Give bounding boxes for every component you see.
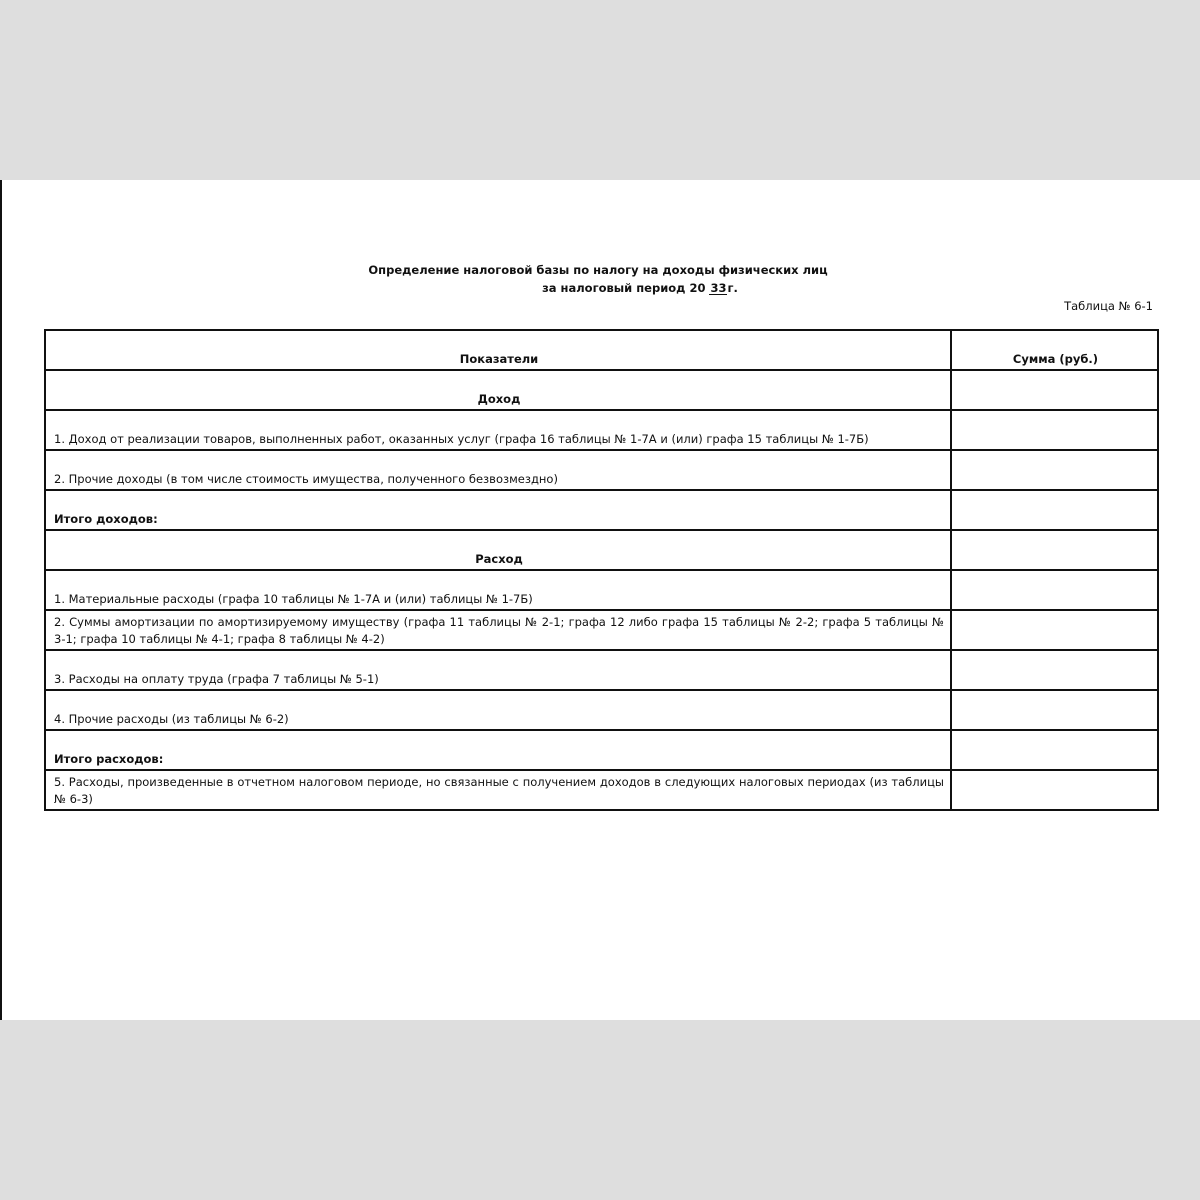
section-label-expense: Расход (45, 530, 951, 570)
document-subtitle (40, 281, 1200, 295)
total-expense-label: Итого расходов: (45, 730, 951, 770)
indicator-cell: 3. Расходы на оплату труда (графа 7 таблицы № 5-1) (45, 650, 951, 690)
table-number: Таблица № 6-1 (1064, 299, 1153, 313)
amount-cell[interactable] (951, 690, 1158, 730)
header-indicators: Показатели (45, 330, 951, 370)
indicator-cell: 5. Расходы, произведенные в отчетном налоговом периоде, но связанные с получением доходов в следующих налоговых периодах (из таблицы № 6-3) (45, 770, 951, 810)
amount-cell[interactable] (951, 570, 1158, 610)
amount-cell[interactable] (951, 610, 1158, 650)
table-row (45, 570, 1158, 610)
table-row (45, 610, 1158, 650)
amount-cell[interactable] (951, 410, 1158, 450)
table-row (45, 770, 1158, 810)
period-year: 33 (710, 281, 727, 295)
amount-cell[interactable] (951, 450, 1158, 490)
amount-cell[interactable] (951, 530, 1158, 570)
amount-cell[interactable] (951, 370, 1158, 410)
period-year-unit: г. (727, 281, 738, 295)
total-income-label: Итого доходов: (45, 490, 951, 530)
amount-cell[interactable] (951, 490, 1158, 530)
header-amount: Сумма (руб.) (951, 330, 1158, 370)
table-row (45, 730, 1158, 770)
table-row (45, 370, 1158, 410)
period-label: за налоговый период 20 (542, 281, 706, 295)
table-row (45, 690, 1158, 730)
table-row (45, 490, 1158, 530)
indicator-cell: 1. Доход от реализации товаров, выполненных работ, оказанных услуг (графа 16 таблицы № 1-7А и (или) графа 15 таблицы № 1-7Б) (45, 410, 951, 450)
section-label-income: Доход (45, 370, 951, 410)
document-page (0, 180, 1200, 1020)
amount-cell[interactable] (951, 650, 1158, 690)
indicator-cell: 2. Прочие доходы (в том числе стоимость имущества, полученного безвозмездно) (45, 450, 951, 490)
table-row (45, 650, 1158, 690)
table-row (45, 450, 1158, 490)
amount-cell[interactable] (951, 770, 1158, 810)
table-row (45, 410, 1158, 450)
table-row (45, 530, 1158, 570)
document-title: Определение налоговой базы по налогу на доходы физических лиц (368, 263, 828, 277)
table-header-row (45, 330, 1158, 370)
indicator-cell: 4. Прочие расходы (из таблицы № 6-2) (45, 690, 951, 730)
indicator-cell: 1. Материальные расходы (графа 10 таблицы № 1-7А и (или) таблицы № 1-7Б) (45, 570, 951, 610)
indicator-cell: 2. Суммы амортизации по амортизируемому имуществу (графа 11 таблицы № 2-1; графа 12 либо графа 15 таблицы № 2-2; графа 5 таблицы № 3-1; графа 10 таблицы № 4-1; графа 8 таблицы № 4-2) (45, 610, 951, 650)
tax-base-table (44, 329, 1159, 811)
amount-cell[interactable] (951, 730, 1158, 770)
